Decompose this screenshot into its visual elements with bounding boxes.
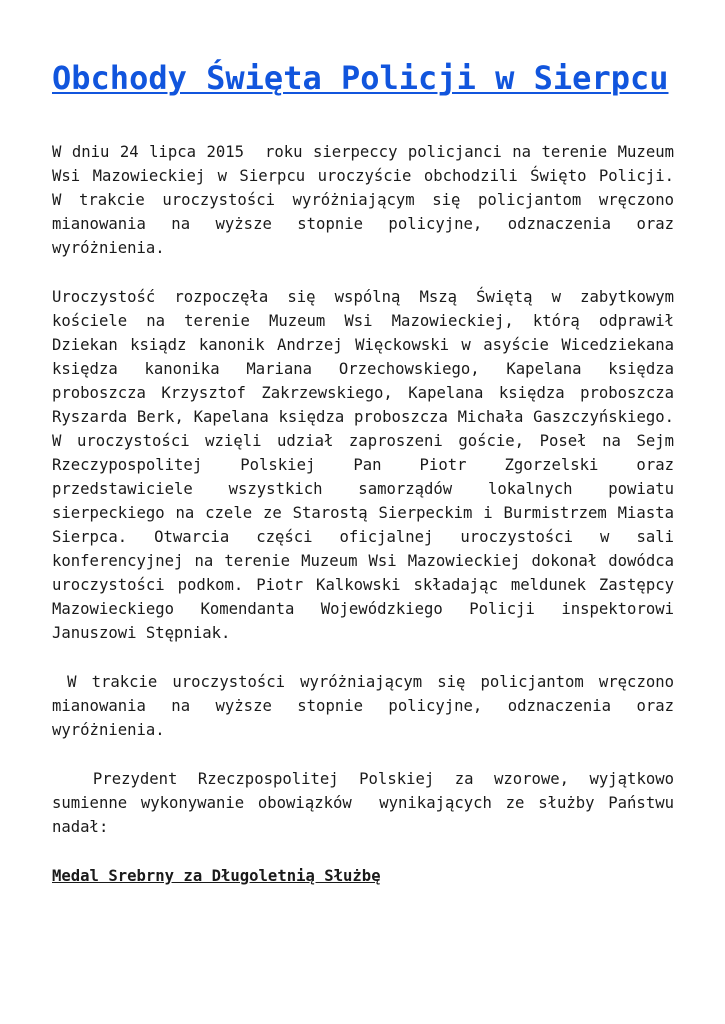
article-title [52,56,674,100]
article-title-link[interactable]: Obchody Święta Policji w Sierpcu [52,59,669,97]
paragraph-president: Prezydent Rzeczpospolitej Polskiej za wzorowe, wyjątkowo sumienne wykonywanie obowiązków wynikających ze służby Państwu nadał: [52,770,684,836]
article [52,56,693,888]
paragraph-awards: W trakcie uroczystości wyróżniającym się policjantom wręczono mianowania na wyższe stopnie policyjne, odznaczenia oraz wyróżnienia. [52,673,684,739]
paragraph-intro: W dniu 24 lipca 2015 roku sierpeccy policjanci na terenie Muzeum Wsi Mazowieckiej w Sierpcu uroczyście obchodzili Święto Policji. W trakcie uroczystości wyróżniającym się policjantom wręczono mianowania na wyższe stopnie policyjne, odznaczenia oraz wyróżnienia. [52,143,693,257]
medal-heading: Medal Srebrny za Długoletnią Służbę [52,867,381,885]
paragraph-ceremony: Uroczystość rozpoczęła się wspólną Mszą Świętą w zabytkowym kościele na terenie Muzeum Wsi Mazowieckiej, którą odprawił Dziekan ksiądz kanonik Andrzej Więckowski w asyście Wicedziekana księdza kanonika Mariana Orzechowskiego, Kapelana księdza proboszcza Krzysztof Zakrzewskiego, Kapelana księdza proboszcza Ryszarda Berk, Kapelana księdza proboszcza Michała Gaszczyńskiego. W uroczystości wzięli udział zaproszeni goście, Poseł na Sejm Rzeczypospolitej Polskiej Pan Piotr Zgorzelski oraz przedstawiciele wszystkich samorządów lokalnych powiatu sierpeckiego na czele ze Starostą Sierpeckim i Burmistrzem Miasta Sierpca. Otwarcia części oficjalnej uroczystości w sali konferencyjnej na terenie Muzeum Wsi Mazowieckiej dokonał dowódca uroczystości podkom. Piotr Kalkowski składając meldunek Zastępcy Mazowieckiego Komendanta Wojewódzkiego Policji inspektorowi Januszowi Stępniak. [52,288,693,642]
